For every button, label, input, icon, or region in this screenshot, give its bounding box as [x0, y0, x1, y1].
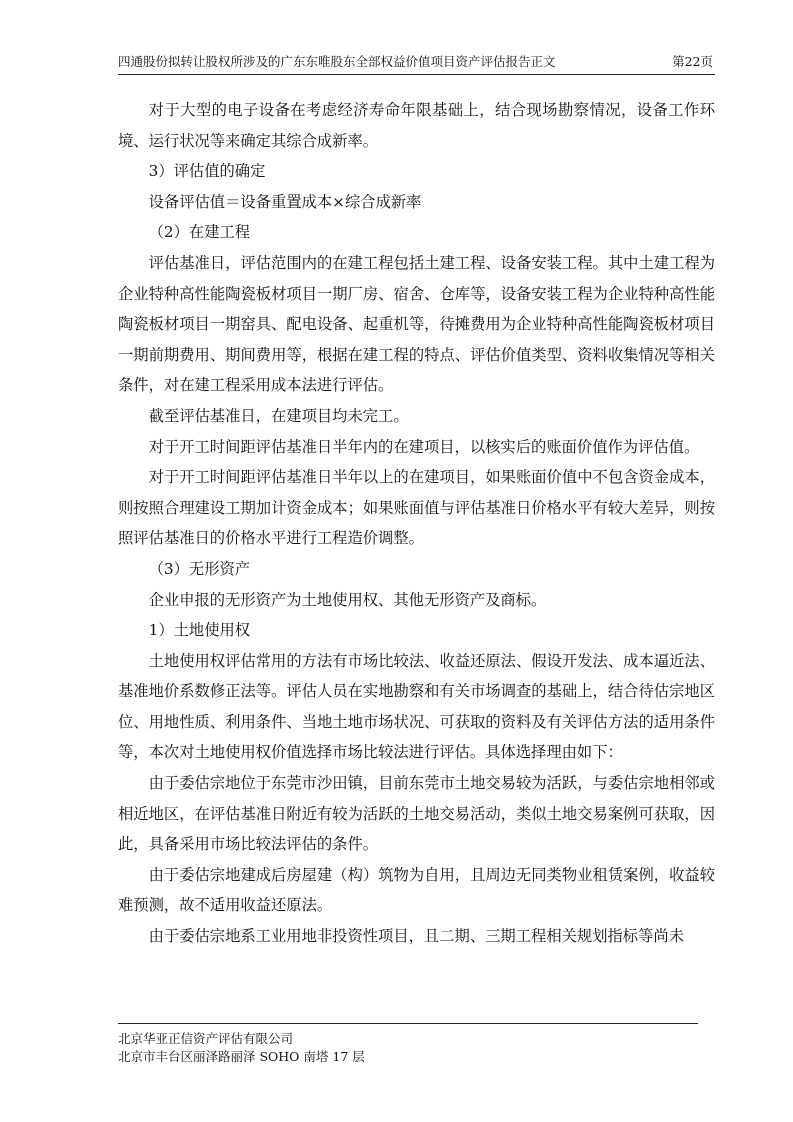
paragraph-within-half-year: 对于开工时间距评估基准日半年内的在建项目，以核实后的账面价值作为评估值。: [148, 437, 700, 456]
page-header: [118, 52, 715, 75]
page-footer: [118, 1030, 698, 1066]
footer-company: 北京华亚正信资产评估有限公司: [118, 1031, 294, 1046]
document-body: [118, 95, 715, 952]
paragraph-incomplete-projects: 截至评估基准日，在建项目均未完工。: [148, 406, 409, 425]
paragraph-construction-scope: 评估基准日，评估范围内的在建工程包括土建工程、设备安装工程。其中土建工程为企业特种高性能陶瓷板材项目一期厂房、宿舍、仓库等，设备安装工程为企业特种高性能陶瓷板材项目一期窑具、配电设备、起重机等，待摊费用为企业特种高性能陶瓷板材项目一期前期费用、期间费用等，根据在建工程的特点、评估价值类型、资料收集情况等相关条件，对在建工程采用成本法进行评估。: [118, 253, 715, 395]
report-title: 四通股份拟转让股权所涉及的广东东唯股东全部权益价值项目资产评估报告正文: [118, 54, 556, 69]
formula-equipment-value: 设备评估值＝设备重置成本×综合成新率: [148, 192, 422, 211]
paragraph-intangible-declared: 企业申报的无形资产为土地使用权、其他无形资产及商标。: [148, 590, 547, 609]
heading-intangible-assets: （3）无形资产: [148, 559, 251, 578]
heading-valuation-determination: 3）评估值的确定: [148, 162, 266, 181]
heading-construction-in-progress: （2）在建工程: [148, 223, 251, 242]
footer-divider: [118, 1023, 698, 1024]
paragraph-development-method-reason: 由于委估宗地系工业用地非投资性项目，且二期、三期工程相关规划指标等尚未: [148, 927, 684, 946]
paragraph-land-methods: 土地使用权评估常用的方法有市场比较法、收益还原法、假设开发法、成本逼近法、基准地价系数修正法等。评估人员在实地勘察和有关市场调查的基础上，结合待估宗地区位、用地性质、利用条件、当地土地市场状况、可获取的资料及有关评估方法的适用条件等，本次对土地使用权价值选择市场比较法进行评估。具体选择理由如下：: [118, 651, 715, 762]
paragraph-over-half-year: 对于开工时间距评估基准日半年以上的在建项目，如果账面价值中不包含资金成本，则按照合理建设工期加计资金成本；如果账面值与评估基准日价格水平有较大差异，则按照评估基准日的价格水平进行工程造价调整。: [118, 468, 715, 548]
page-number: 第22页: [672, 54, 713, 69]
paragraph-market-comparison-reason: 由于委估宗地位于东莞市沙田镇，目前东莞市土地交易较为活跃，与委估宗地相邻或相近地区，在评估基准日附近有较为活跃的土地交易活动，类似土地交易案例可获取，因此，具备采用市场比较法评估的条件。: [118, 774, 715, 854]
paragraph-electronic-equipment: 对于大型的电子设备在考虑经济寿命年限基础上，结合现场勘察情况，设备工作环境、运行状况等来确定其综合成新率。: [118, 101, 715, 150]
heading-land-use-right: 1）土地使用权: [148, 621, 251, 640]
footer-address: 北京市丰台区丽泽路丽泽 SOHO 南塔 17 层: [118, 1049, 365, 1064]
paragraph-income-method-reason: 由于委估宗地建成后房屋建（构）筑物为自用，且周边无同类物业租赁案例，收益较难预测，故不适用收益还原法。: [118, 865, 715, 915]
